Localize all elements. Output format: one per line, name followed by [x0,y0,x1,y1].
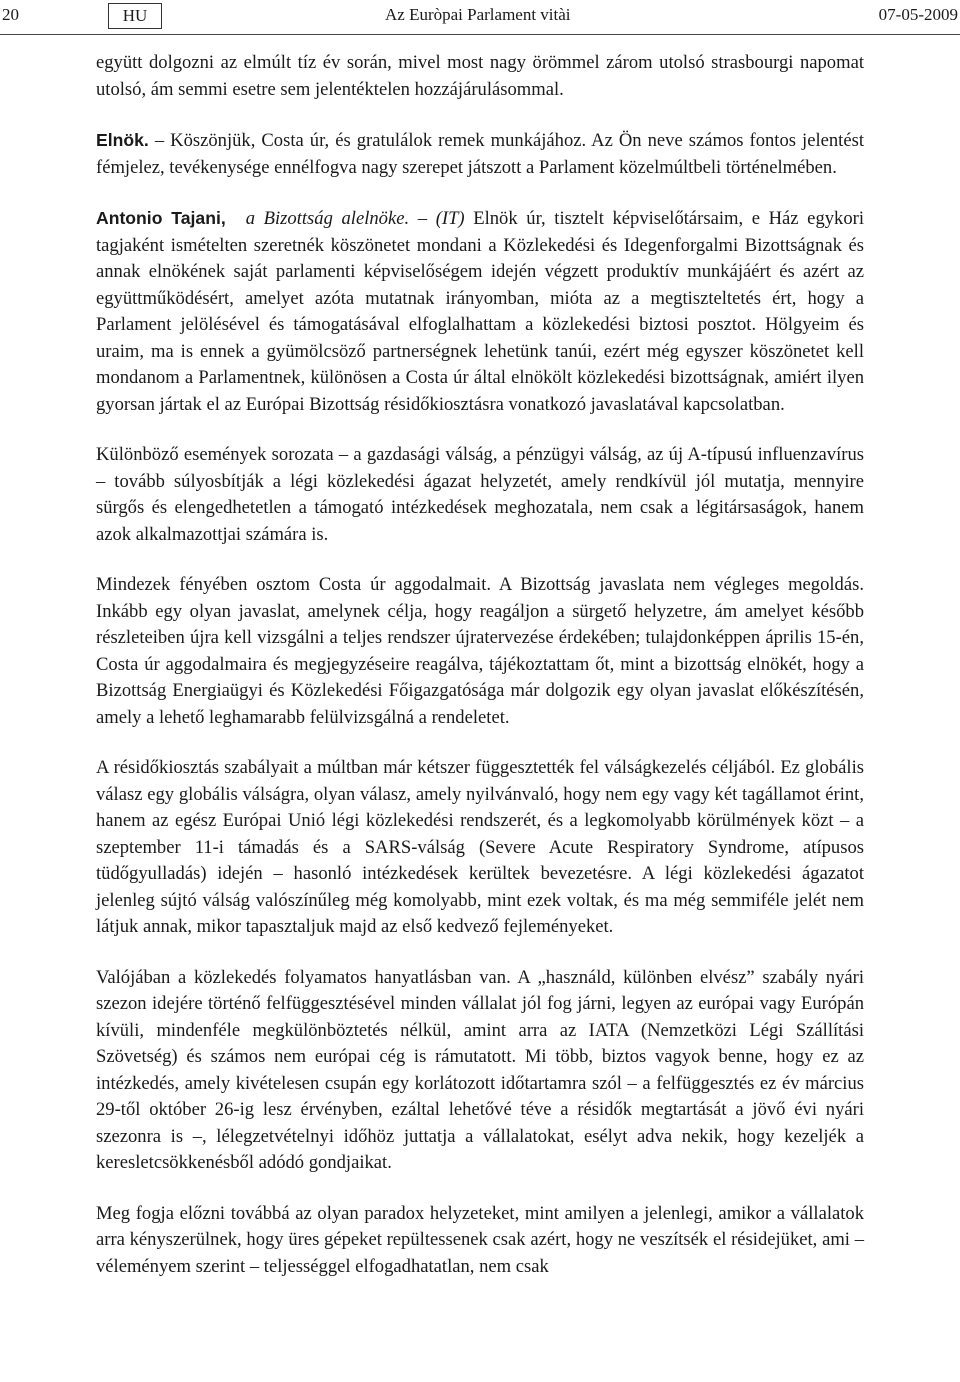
document-title: Az Euròpai Parlament vitài [385,5,571,24]
paragraph-text: Elnök úr, tisztelt képviselőtársaim, e Ház egykori tagjaként ismételten szeretnék köszönetet mondani a Közlekedési és Idegenforgalmi Bizottságnak és annak elnökének saját parlamenti képviselőségem idején végzett produktív munkájáért és azért az együttműködésért, amelyet azóta mutatnak irányomban, mióta az a megtiszteltetés ért, hogy a Parlament jelölésével és támogatásával elfoglalhattam a közlekedési biztosi posztot. Hölgyeim és uraim, ma is ennek a gyümölcsöző partnerségnek lehetünk tanúi, ezért még egyszer köszönetet kell mondanom a Parlamentnek, különösen a Costa úr által elnökölt közlekedési bizottságnak, amiért ilyen gyorsan jártak el az Európai Bizottság résidőkiosztásra vonatkozó javaslatával kapcsolatban. [96,208,864,415]
paragraph-text: A résidőkiosztás szabályait a múltban már kétszer függesztették fel válságkezelés céljából. Ez globális válasz egy globális válságra, olyan válasz, amely nyilvánvaló, hogy nem egy vagy két tagállamot érint, hanem az egész Európai Unió légi közlekedési rendszerét, és a legkomolyabb körülmények közt – a szeptember 11-i támadás és a SARS-válság (Severe Acute Respiratory Syndrome, atípusos tüdőgyulladás) idején – hasonló intézkedések kerültek bevezetésre. A légi közlekedési ágazatot jelenleg sújtó válság valószínűleg még komolyabb, mint ezek voltak, és ma még semmiféle jelét nem látjuk annak, mikor tapasztaljuk majd az első kedvező fejleményeket. [96,757,864,937]
paragraph-text: Mindezek fényében osztom Costa úr aggodalmait. A Bizottság javaslata nem végleges megoldás. Inkább egy olyan javaslat, amelynek célja, hogy reagáljon a sürgető helyzetre, ám amelyet később részleteiben újra kell vizsgálni a teljes rendszer újratervezése érdekében; tulajdonképpen április 15-én, Costa úr aggodalmaira és megjegyzéseire reagálva, tájékoztattam őt, mint a bizottság elnökét, hogy a Bizottság Energiaügyi és Közlekedési Főigazgatósága már dolgozik egy olyan javaslat előkészítésén, amely a lehető leghamarabb felülvizsgálná a rendeletet. [96,574,864,728]
paragraph-text: Meg fogja előzni továbbá az olyan paradox helyzeteket, mint amilyen a jelenlegi, amikor a vállalatok arra kényszerülnek, hogy üres gépeket repültessenek csak azért, hogy ne veszítsék el résidejüket, ami – véleményem szerint – teljességgel elfogadhatatlan, nem csak [96,1202,864,1277]
paragraph-president [96,127,864,181]
page-header [0,0,960,35]
paragraph [96,755,864,941]
paragraph [96,50,864,103]
language-tag: (IT) [435,208,465,229]
paragraph-tajani [96,205,864,418]
document-date: 07-05-2009 [878,5,958,24]
dash: – [409,208,436,229]
paragraph [96,1201,864,1281]
language-code-box: HU [108,3,162,29]
speaker-name: Elnök. [96,130,149,150]
paragraph [96,442,864,548]
paragraph-text: – Köszönjük, Costa úr, és gratulálok remek munkájához. Az Ön neve számos fontos jelentést fémjelez, tevékenysége ennélfogva nagy szerepet játszott a Parlament közelmúltbeli történelmében. [96,130,864,178]
paragraph-text: Valójában a közlekedés folyamatos hanyatlásban van. A „használd, különben elvész” szabály nyári szezon idejére történő felfüggesztésével minden vállalat jól fog járni, legyen az európai vagy Európán kívüli, mindenféle megkülönböztetés nélkül, amint arra az IATA (Nemzetközi Légi Szállítási Szövetség) és számos nem európai cég is rámutatott. Mi több, biztos vagyok benne, hogy ez az intézkedés, amely kivételesen csupán egy korlátozott időtartamra szól – a felfüggesztés ez év március 29-től október 26-ig lesz érvényben, ezáltal lehetővé téve a résidők megtartását a jövő évi nyári szezonra is –, lélegzetvételnyi időhöz juttatja a vállalatokat, esélyt adva nekik, hogy kezeljék a keresletcsökkenésből adódó gondjaikat. [96,966,864,1173]
speaker-name: Antonio Tajani, [96,208,226,228]
page-number: 20 [2,5,19,24]
speaker-role: a Bizottság alelnöke. [245,208,410,229]
paragraph [96,572,864,731]
document-body [96,50,864,1304]
paragraph [96,965,864,1177]
paragraph-text: együtt dolgozni az elmúlt tíz év során, mivel most nagy örömmel zárom utolsó strasbourgi napomat utolsó, ám semmi esetre sem jelentéktelen hozzájárulásommal. [96,52,864,100]
paragraph-text: Különböző események sorozata – a gazdasági válság, a pénzügyi válság, az új A-típusú influenzavírus – tovább súlyosbítják a légi közlekedési ágazat helyzetét, amely rendkívül jól mutatja, mennyire sürgős és elengedhetetlen a támogató intézkedések meghozatala, nem csak a légitársaságok, hanem azok alkalmazottjai számára is. [96,444,864,545]
